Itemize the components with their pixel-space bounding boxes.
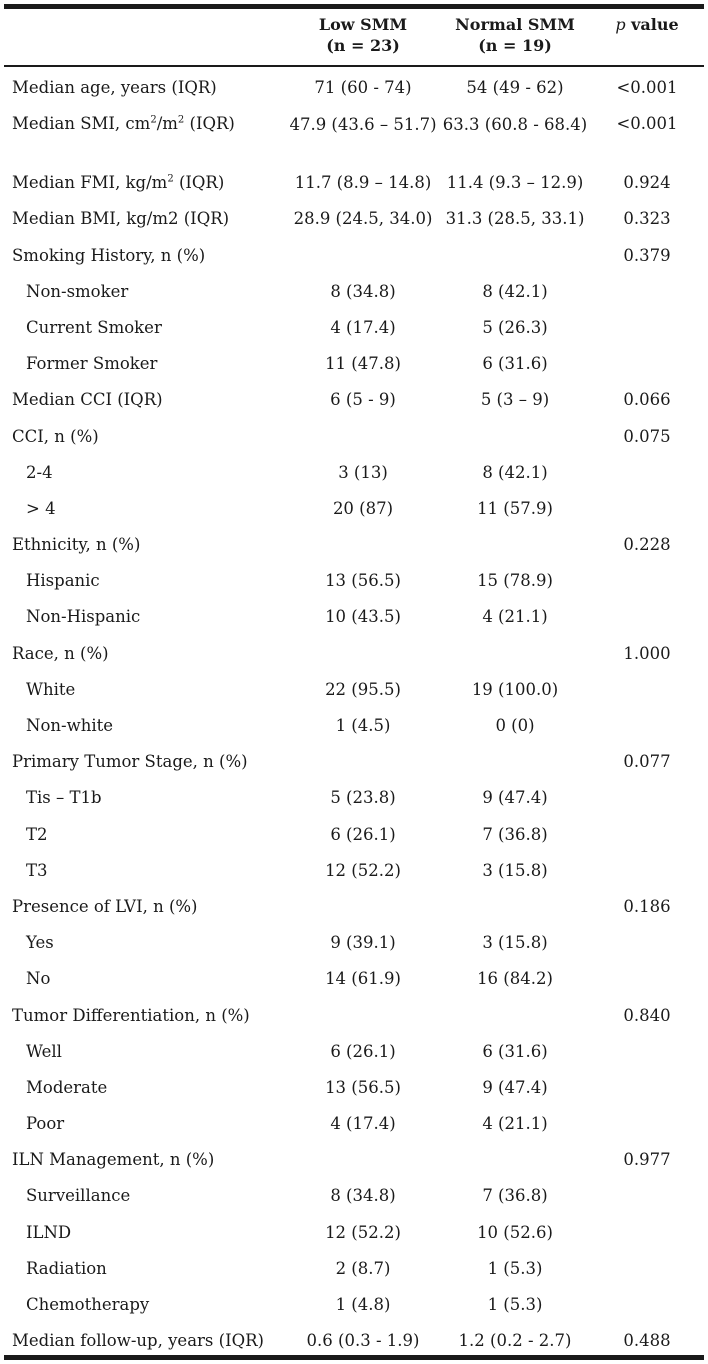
header-normal-smm: Normal SMM (n = 19): [455, 15, 575, 55]
low-smm-value: 3 (13): [338, 462, 388, 482]
table-bottom-rule: [4, 1355, 704, 1360]
row-label: T2: [26, 824, 48, 844]
header-rule: [4, 65, 704, 67]
table-row: [4, 778, 704, 814]
table-header: [4, 14, 704, 64]
table-row: [4, 1249, 704, 1285]
low-smm-value: 4 (17.4): [330, 317, 396, 337]
p-value: 0.977: [623, 1150, 671, 1170]
low-smm-value: 1 (4.8): [335, 1295, 391, 1314]
table-row: [4, 887, 704, 923]
header-low-smm: Low SMM (n = 23): [318, 15, 408, 55]
row-label: Median BMI, kg/m2 (IQR): [12, 209, 230, 229]
normal-smm-value: 19 (100.0): [471, 679, 559, 699]
low-smm-value: 12 (52.2): [325, 1222, 401, 1242]
p-value: 0.077: [623, 752, 671, 772]
p-value: 0.488: [623, 1331, 671, 1351]
table-row: [4, 344, 704, 380]
row-label: Smoking History, n (%): [12, 245, 206, 265]
row-label: Non-white: [26, 716, 113, 735]
table-row: [4, 1068, 704, 1104]
row-label: Race, n (%): [12, 643, 109, 663]
row-label: Hispanic: [26, 571, 100, 591]
low-smm-value: 22 (95.5): [325, 679, 401, 699]
normal-smm-value: 4 (21.1): [482, 1114, 548, 1134]
p-value: 0.186: [623, 896, 671, 916]
row-label: Moderate: [26, 1077, 108, 1097]
normal-smm-value: 31.3 (28.5, 33.1): [445, 209, 585, 229]
low-smm-value: 11.7 (8.9 – 14.8): [294, 173, 432, 193]
normal-smm-value: 1 (5.3): [487, 1258, 543, 1278]
low-smm-value: 9 (39.1): [330, 933, 396, 953]
table-row: [4, 236, 704, 272]
table-row: [4, 815, 704, 851]
row-label: Poor: [26, 1114, 65, 1134]
table-row: [4, 597, 704, 633]
row-label: Yes: [26, 933, 54, 953]
row-label: Median FMI, $kg/m^2$ (IQR): [12, 173, 225, 193]
table-row: [4, 1285, 704, 1321]
row-label: Tumor Differentiation, n (%): [12, 1005, 250, 1025]
normal-smm-value: 1.2 (0.2 - 2.7): [458, 1331, 572, 1351]
low-smm-value: 28.9 (24.5, 34.0): [293, 209, 433, 229]
row-label: ILN Management, n (%): [12, 1150, 215, 1170]
row-label: Median SMI, $cm^2/m^2$ (IQR): [12, 114, 235, 134]
row-label: Ethnicity, n (%): [12, 535, 141, 555]
p-value: 0.924: [623, 173, 671, 193]
table-row: [4, 670, 704, 706]
table-row: [4, 68, 704, 104]
row-label: T3: [26, 860, 48, 880]
normal-smm-value: 54 (49 - 62): [466, 78, 564, 97]
low-smm-value: 2 (8.7): [335, 1258, 391, 1278]
normal-smm-value: 6 (31.6): [482, 1041, 548, 1061]
row-label: > 4: [26, 498, 56, 518]
p-value: <0.001: [616, 114, 678, 134]
row-label: Surveillance: [26, 1186, 131, 1206]
low-smm-value: 5 (23.8): [330, 788, 396, 808]
row-label: Well: [26, 1041, 62, 1061]
table-row: [4, 489, 704, 525]
table-row: [4, 1140, 704, 1176]
row-label: Chemotherapy: [26, 1295, 150, 1314]
table-row: [4, 163, 704, 199]
p-value: 0.840: [623, 1005, 671, 1025]
row-label: Radiation: [26, 1258, 107, 1278]
low-smm-value: 10 (43.5): [325, 607, 401, 627]
table-row: [4, 1176, 704, 1212]
table-row: [4, 453, 704, 489]
table-row: [4, 706, 704, 742]
table-row: [4, 272, 704, 308]
low-smm-value: 14 (61.9): [325, 969, 401, 989]
normal-smm-value: 11.4 (9.3 – 12.9): [446, 173, 584, 193]
table-row: [4, 634, 704, 670]
low-smm-value: 11 (47.8): [325, 354, 401, 374]
row-label: No: [26, 969, 51, 989]
row-label: Former Smoker: [26, 354, 158, 374]
normal-smm-value: 11 (57.9): [477, 498, 553, 518]
normal-smm-value: 6 (31.6): [482, 354, 548, 374]
normal-smm-value: 15 (78.9): [477, 571, 553, 591]
table-row: [4, 199, 704, 235]
row-label: White: [26, 679, 76, 699]
low-smm-value: 20 (87): [332, 498, 394, 518]
low-smm-value: 8 (34.8): [330, 281, 396, 301]
low-smm-value: 6 (26.1): [330, 1041, 396, 1061]
table-row: [4, 561, 704, 597]
low-smm-value: 1 (4.5): [335, 716, 391, 735]
normal-smm-value: 63.3 (60.8 - 68.4): [442, 115, 588, 135]
table-row: [4, 104, 704, 163]
table-row: [4, 1321, 704, 1357]
low-smm-value: 12 (52.2): [325, 860, 401, 880]
normal-smm-value: 10 (52.6): [477, 1222, 553, 1242]
row-label: Tis – T1b: [26, 788, 102, 808]
low-smm-value: 6 (5 - 9): [330, 390, 396, 410]
row-label: Median follow-up, years (IQR): [12, 1331, 264, 1351]
row-label: Median CCI (IQR): [12, 390, 163, 410]
table-row: [4, 851, 704, 887]
normal-smm-value: 9 (47.4): [482, 788, 548, 808]
row-label: CCI, n (%): [12, 426, 99, 446]
low-smm-value: 13 (56.5): [325, 1077, 401, 1097]
normal-smm-value: 5 (3 – 9): [480, 390, 550, 410]
table-row: [4, 923, 704, 959]
table-top-rule: [4, 4, 704, 9]
table-row: [4, 1032, 704, 1068]
table-body: [4, 68, 704, 1357]
table-row: [4, 525, 704, 561]
low-smm-value: 13 (56.5): [325, 571, 401, 591]
normal-smm-value: 7 (36.8): [482, 1186, 548, 1206]
row-label: Non-smoker: [26, 281, 129, 301]
row-label: Median age, years (IQR): [12, 78, 217, 97]
table-row: [4, 1213, 704, 1249]
table-row: [4, 742, 704, 778]
p-value: <0.001: [616, 78, 678, 97]
table-row: [4, 1104, 704, 1140]
normal-smm-value: 8 (42.1): [482, 462, 548, 482]
low-smm-value: 4 (17.4): [330, 1114, 396, 1134]
normal-smm-value: 9 (47.4): [482, 1077, 548, 1097]
normal-smm-value: 3 (15.8): [482, 860, 548, 880]
low-smm-value: 8 (34.8): [330, 1186, 396, 1206]
p-value: 0.066: [623, 390, 671, 410]
p-value: 0.075: [623, 426, 671, 446]
normal-smm-value: 0 (0): [495, 716, 535, 735]
p-value: 0.228: [623, 535, 671, 555]
low-smm-value: 47.9 (43.6 – 51.7): [289, 115, 437, 135]
table-row: [4, 380, 704, 416]
normal-smm-value: 5 (26.3): [482, 317, 548, 337]
normal-smm-value: 16 (84.2): [477, 969, 553, 989]
row-label: Current Smoker: [26, 317, 162, 337]
normal-smm-value: 3 (15.8): [482, 933, 548, 953]
row-label: 2-4: [26, 462, 53, 482]
table-row: [4, 959, 704, 995]
p-value: 1.000: [623, 643, 671, 663]
low-smm-value: 71 (60 - 74): [314, 78, 412, 97]
p-value: 0.379: [623, 245, 671, 265]
low-smm-value: 6 (26.1): [330, 824, 396, 844]
row-label: Presence of LVI, n (%): [12, 896, 198, 916]
row-label: ILND: [26, 1222, 72, 1242]
table-row: [4, 308, 704, 344]
low-smm-value: 0.6 (0.3 - 1.9): [306, 1331, 420, 1351]
normal-smm-value: 1 (5.3): [487, 1295, 543, 1314]
row-label: Non-Hispanic: [26, 607, 141, 627]
normal-smm-value: 8 (42.1): [482, 281, 548, 301]
table-row: [4, 417, 704, 453]
p-value: 0.323: [623, 209, 671, 229]
row-label: Primary Tumor Stage, n (%): [12, 752, 248, 772]
header-p-value: p value: [615, 15, 679, 34]
normal-smm-value: 7 (36.8): [482, 824, 548, 844]
normal-smm-value: 4 (21.1): [482, 607, 548, 627]
table-row: [4, 996, 704, 1032]
